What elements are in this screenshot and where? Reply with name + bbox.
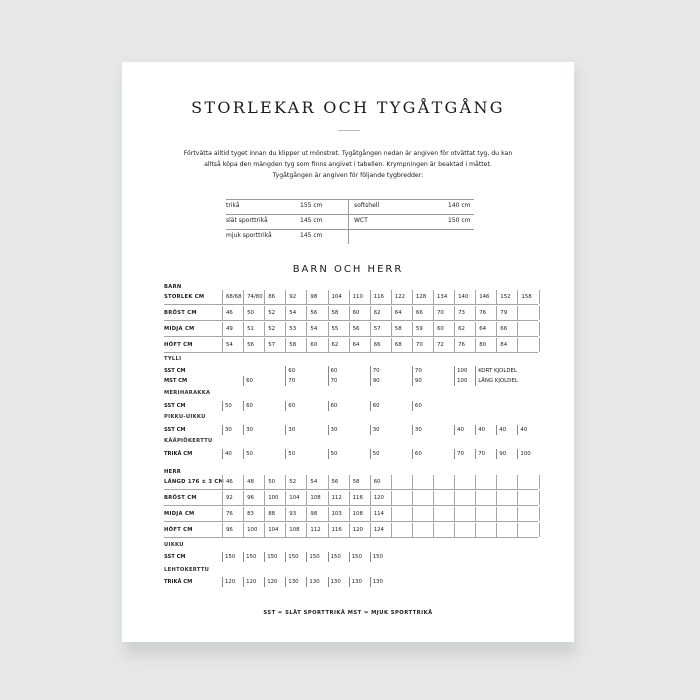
- title-divider: [338, 130, 360, 131]
- row-label: HÖFT CM: [164, 342, 193, 348]
- row-label: BRÖST CM: [164, 495, 197, 501]
- fabric-divider: [348, 215, 349, 229]
- table-cell: 60: [285, 401, 295, 411]
- table-cell: 130: [306, 577, 319, 587]
- row-label: MIDJA CM: [164, 326, 195, 332]
- fabric-width: 155 cm: [300, 202, 323, 209]
- table-cell: 116: [349, 491, 370, 505]
- table-edge: [539, 523, 543, 537]
- row-label: LÄNGD 176 ± 3 CM: [164, 479, 225, 485]
- table-row: [164, 523, 538, 538]
- table-cell: 66: [370, 338, 391, 352]
- table-cell: 98: [306, 507, 327, 521]
- table-cell: 50: [264, 475, 285, 489]
- table-cell: 112: [306, 523, 327, 537]
- table-cell: 96: [243, 491, 264, 505]
- intro-line: Tygåtgången är angiven för följande tygbredder:: [272, 172, 424, 179]
- table-cell: 70: [412, 338, 433, 352]
- table-cell: 54: [306, 475, 327, 489]
- fabric-width: 145 cm: [300, 217, 323, 224]
- table-cell: 70: [433, 306, 454, 320]
- garment-label: TYLLI: [164, 356, 182, 362]
- table-cell: 64: [475, 322, 496, 336]
- table-cell: 56: [306, 306, 327, 320]
- table-cell: 62: [370, 306, 391, 320]
- table-cell: 54: [285, 306, 306, 320]
- table-cell: 50: [370, 449, 380, 459]
- intro-line: Förtvätta alltid tyget innan du klipper ut mönstret. Tygåtgången nedan är angiven för otvättat tyg, du kan: [183, 150, 513, 157]
- table-cell: 92: [285, 290, 306, 304]
- table-cell: 40: [517, 425, 527, 435]
- table-cell: 58: [285, 338, 306, 352]
- table-row: [164, 577, 538, 587]
- table-cell: [496, 491, 517, 505]
- table-cell: [517, 338, 538, 352]
- table-cell: 56: [243, 338, 264, 352]
- table-edge: [539, 475, 543, 489]
- table-row: [164, 401, 538, 411]
- table-cell: 92: [222, 491, 243, 505]
- table-cell: 40: [475, 425, 485, 435]
- table-cell: 130: [349, 577, 362, 587]
- table-cell: 40: [222, 449, 232, 459]
- fabric-name: WCT: [354, 217, 368, 224]
- section-title: BARN OCH HERR: [292, 264, 404, 275]
- table-cell: 60: [306, 338, 327, 352]
- group-label: HERR: [164, 469, 182, 475]
- footer-legend: SST = SLÄT SPORTTRIKÅ MST = MJUK SPORTTRIKÅ: [263, 610, 433, 616]
- table-cell: 60: [285, 366, 295, 376]
- table-cell: 100: [517, 449, 530, 459]
- fabric-width-table: [226, 199, 474, 244]
- table-cell: 134: [433, 290, 454, 304]
- table-cell: 90: [370, 376, 380, 386]
- table-cell: 30: [243, 425, 253, 435]
- table-cell: [391, 491, 412, 505]
- table-cell: 50: [243, 306, 264, 320]
- table-cell: 49: [222, 322, 243, 336]
- table-cell: 100: [454, 366, 467, 376]
- table-edge: [539, 290, 543, 304]
- table-cell: 72: [433, 338, 454, 352]
- garment-label: UIKKU: [164, 542, 184, 548]
- table-cell: 122: [391, 290, 412, 304]
- table-cell: 62: [328, 338, 349, 352]
- row-label: MST CM: [164, 378, 188, 384]
- table-cell: 108: [306, 491, 327, 505]
- table-cell: 30: [412, 425, 422, 435]
- table-cell: 150: [222, 552, 235, 562]
- table-cell: 116: [370, 290, 391, 304]
- table-cell: 60: [349, 306, 370, 320]
- table-cell: 54: [222, 338, 243, 352]
- table-cell: 56: [349, 322, 370, 336]
- table-cell: [391, 507, 412, 521]
- table-cell: [454, 523, 475, 537]
- table-cell: 58: [391, 322, 412, 336]
- table-cell: 70: [285, 376, 295, 386]
- table-edge: [539, 491, 543, 505]
- table-cell: [454, 507, 475, 521]
- table-cell: 76: [475, 306, 496, 320]
- table-cell: 60: [412, 449, 422, 459]
- fabric-row: [226, 230, 474, 244]
- table-cell: 104: [285, 491, 306, 505]
- table-cell: 79: [496, 306, 517, 320]
- table-cell: 98: [306, 290, 327, 304]
- table-cell: [496, 475, 517, 489]
- fabric-divider: [348, 230, 349, 244]
- table-row: [164, 290, 538, 305]
- table-cell: 120: [222, 577, 235, 587]
- table-cell: 62: [454, 322, 475, 336]
- table-cell: [454, 475, 475, 489]
- table-cell: LÅNG KJOLDEL: [475, 376, 518, 386]
- garment-label: MERIHARAKKA: [164, 390, 211, 396]
- table-cell: 55: [328, 322, 349, 336]
- row-label: TRIKÅ CM: [164, 451, 193, 457]
- table-cell: 50: [328, 449, 338, 459]
- table-cell: [433, 523, 454, 537]
- table-cell: 84: [496, 338, 517, 352]
- row-label: SST CM: [164, 368, 186, 374]
- table-cell: [496, 523, 517, 537]
- table-cell: 150: [285, 552, 298, 562]
- table-row: [164, 552, 538, 562]
- table-cell: 48: [243, 475, 264, 489]
- table-cell: 114: [370, 507, 391, 521]
- table-cell: 150: [349, 552, 362, 562]
- table-cell: 68: [391, 338, 412, 352]
- table-cell: [517, 475, 538, 489]
- table-row: [164, 425, 538, 435]
- table-cell: 120: [243, 577, 256, 587]
- table-cell: 58: [328, 306, 349, 320]
- table-edge: [539, 507, 543, 521]
- table-cell: 30: [285, 425, 295, 435]
- table-cell: 52: [264, 322, 285, 336]
- fabric-row: [226, 200, 474, 215]
- fabric-row: [226, 215, 474, 230]
- table-cell: 112: [328, 491, 349, 505]
- table-cell: 76: [222, 507, 243, 521]
- table-cell: 90: [412, 376, 422, 386]
- table-cell: [496, 507, 517, 521]
- table-cell: 60: [328, 366, 338, 376]
- table-cell: 50: [243, 449, 253, 459]
- table-cell: 100: [264, 491, 285, 505]
- table-cell: 74/80: [243, 290, 264, 304]
- table-cell: [475, 475, 496, 489]
- table-cell: 70: [370, 366, 380, 376]
- table-edge: [539, 338, 543, 352]
- table-cell: 60: [433, 322, 454, 336]
- row-label: SST CM: [164, 427, 186, 433]
- table-cell: 40: [496, 425, 506, 435]
- table-cell: 73: [454, 306, 475, 320]
- page-title: STORLEKAR OCH TYGÅTGÅNG: [191, 98, 505, 117]
- table-cell: [517, 306, 538, 320]
- table-cell: 103: [328, 507, 349, 521]
- table-cell: 46: [222, 306, 243, 320]
- table-cell: [412, 475, 433, 489]
- row-label: SST CM: [164, 403, 186, 409]
- table-cell: 83: [243, 507, 264, 521]
- fabric-width: 145 cm: [300, 232, 323, 239]
- fabric-name: slät sporttrikå: [226, 217, 268, 224]
- table-cell: 60: [328, 401, 338, 411]
- table-cell: 130: [370, 577, 383, 587]
- table-cell: 70: [454, 449, 464, 459]
- table-cell: 53: [285, 322, 306, 336]
- table-cell: 30: [328, 425, 338, 435]
- table-cell: [475, 523, 496, 537]
- table-cell: 88: [264, 507, 285, 521]
- table-cell: [517, 322, 538, 336]
- table-cell: [412, 491, 433, 505]
- table-cell: 150: [328, 552, 341, 562]
- table-cell: 140: [454, 290, 475, 304]
- row-label: HÖFT CM: [164, 527, 193, 533]
- table-cell: 60: [370, 401, 380, 411]
- table-cell: [412, 523, 433, 537]
- table-row: [164, 366, 538, 376]
- table-cell: 68/68: [222, 290, 243, 304]
- table-cell: 128: [412, 290, 433, 304]
- table-cell: 116: [328, 523, 349, 537]
- table-row: [164, 306, 538, 321]
- table-cell: 150: [243, 552, 256, 562]
- table-cell: 40: [454, 425, 464, 435]
- table-cell: 104: [264, 523, 285, 537]
- table-cell: 60: [243, 401, 253, 411]
- table-cell: 52: [285, 475, 306, 489]
- table-cell: 90: [496, 449, 506, 459]
- table-cell: [517, 523, 538, 537]
- fabric-name: mjuk sporttrikå: [226, 232, 272, 239]
- table-cell: 86: [264, 290, 285, 304]
- table-cell: 64: [349, 338, 370, 352]
- table-cell: 93: [285, 507, 306, 521]
- table-cell: 70: [328, 376, 338, 386]
- table-cell: 130: [328, 577, 341, 587]
- table-cell: [391, 523, 412, 537]
- table-row: [164, 322, 538, 337]
- fabric-divider: [348, 200, 349, 214]
- table-cell: 120: [349, 523, 370, 537]
- table-edge: [539, 322, 543, 336]
- table-cell: 66: [412, 306, 433, 320]
- table-cell: 108: [285, 523, 306, 537]
- intro-line: alltså köpa den mängden tyg som finns angivet i tabellen. Krympningen är beaktad i måttet.: [204, 161, 492, 168]
- table-cell: 130: [285, 577, 298, 587]
- table-cell: [433, 491, 454, 505]
- table-row: [164, 507, 538, 522]
- row-label: BRÖST CM: [164, 310, 197, 316]
- table-cell: 30: [222, 425, 232, 435]
- table-cell: 30: [370, 425, 380, 435]
- table-cell: 150: [306, 552, 319, 562]
- table-cell: 70: [475, 449, 485, 459]
- row-label: STORLEK CM: [164, 294, 205, 300]
- table-cell: 60: [370, 475, 391, 489]
- table-cell: 76: [454, 338, 475, 352]
- garment-label: KÄÄPIÖKERTTU: [164, 438, 213, 444]
- table-cell: 54: [306, 322, 327, 336]
- table-cell: 52: [264, 306, 285, 320]
- row-label: TRIKÅ CM: [164, 579, 193, 585]
- table-cell: KORT KJOLDEL: [475, 366, 517, 376]
- table-cell: 80: [475, 338, 496, 352]
- table-cell: 120: [264, 577, 277, 587]
- table-cell: 51: [243, 322, 264, 336]
- table-cell: 58: [349, 475, 370, 489]
- table-cell: 96: [222, 523, 243, 537]
- fabric-name: softshell: [354, 202, 380, 209]
- table-cell: 100: [243, 523, 264, 537]
- table-cell: 150: [264, 552, 277, 562]
- garment-label: PIKKU-UIKKU: [164, 414, 206, 420]
- row-label: SST CM: [164, 554, 186, 560]
- table-cell: 60: [412, 401, 422, 411]
- table-cell: 46: [222, 475, 243, 489]
- table-cell: [517, 491, 538, 505]
- fabric-width: 150 cm: [448, 217, 471, 224]
- table-cell: 64: [391, 306, 412, 320]
- table-cell: 70: [412, 366, 422, 376]
- table-cell: 108: [349, 507, 370, 521]
- fabric-width: 140 cm: [448, 202, 471, 209]
- table-cell: [391, 475, 412, 489]
- table-cell: 150: [370, 552, 383, 562]
- table-cell: 158: [517, 290, 538, 304]
- table-cell: 120: [370, 491, 391, 505]
- table-cell: 104: [328, 290, 349, 304]
- table-cell: [454, 491, 475, 505]
- row-label: MIDJA CM: [164, 511, 195, 517]
- table-edge: [539, 306, 543, 320]
- table-cell: 57: [264, 338, 285, 352]
- table-row: [164, 449, 538, 459]
- table-cell: [517, 507, 538, 521]
- table-cell: 146: [475, 290, 496, 304]
- table-cell: 50: [222, 401, 232, 411]
- table-cell: 59: [412, 322, 433, 336]
- table-cell: 56: [328, 475, 349, 489]
- table-cell: 66: [496, 322, 517, 336]
- table-row: [164, 475, 538, 490]
- table-cell: 100: [454, 376, 467, 386]
- table-cell: [433, 475, 454, 489]
- garment-label: LEHTOKERTTU: [164, 567, 210, 573]
- table-cell: [412, 507, 433, 521]
- size-chart-sheet: [122, 62, 574, 642]
- table-row: [164, 376, 538, 386]
- table-cell: 50: [285, 449, 295, 459]
- fabric-name: trikå: [226, 202, 240, 209]
- table-row: [164, 491, 538, 506]
- table-cell: [475, 507, 496, 521]
- table-cell: 152: [496, 290, 517, 304]
- intro-text: [156, 148, 540, 181]
- table-cell: [433, 507, 454, 521]
- table-cell: 60: [243, 376, 253, 386]
- table-cell: 110: [349, 290, 370, 304]
- group-label: BARN: [164, 284, 182, 290]
- table-cell: [475, 491, 496, 505]
- table-row: [164, 338, 538, 353]
- table-cell: 57: [370, 322, 391, 336]
- table-cell: 124: [370, 523, 391, 537]
